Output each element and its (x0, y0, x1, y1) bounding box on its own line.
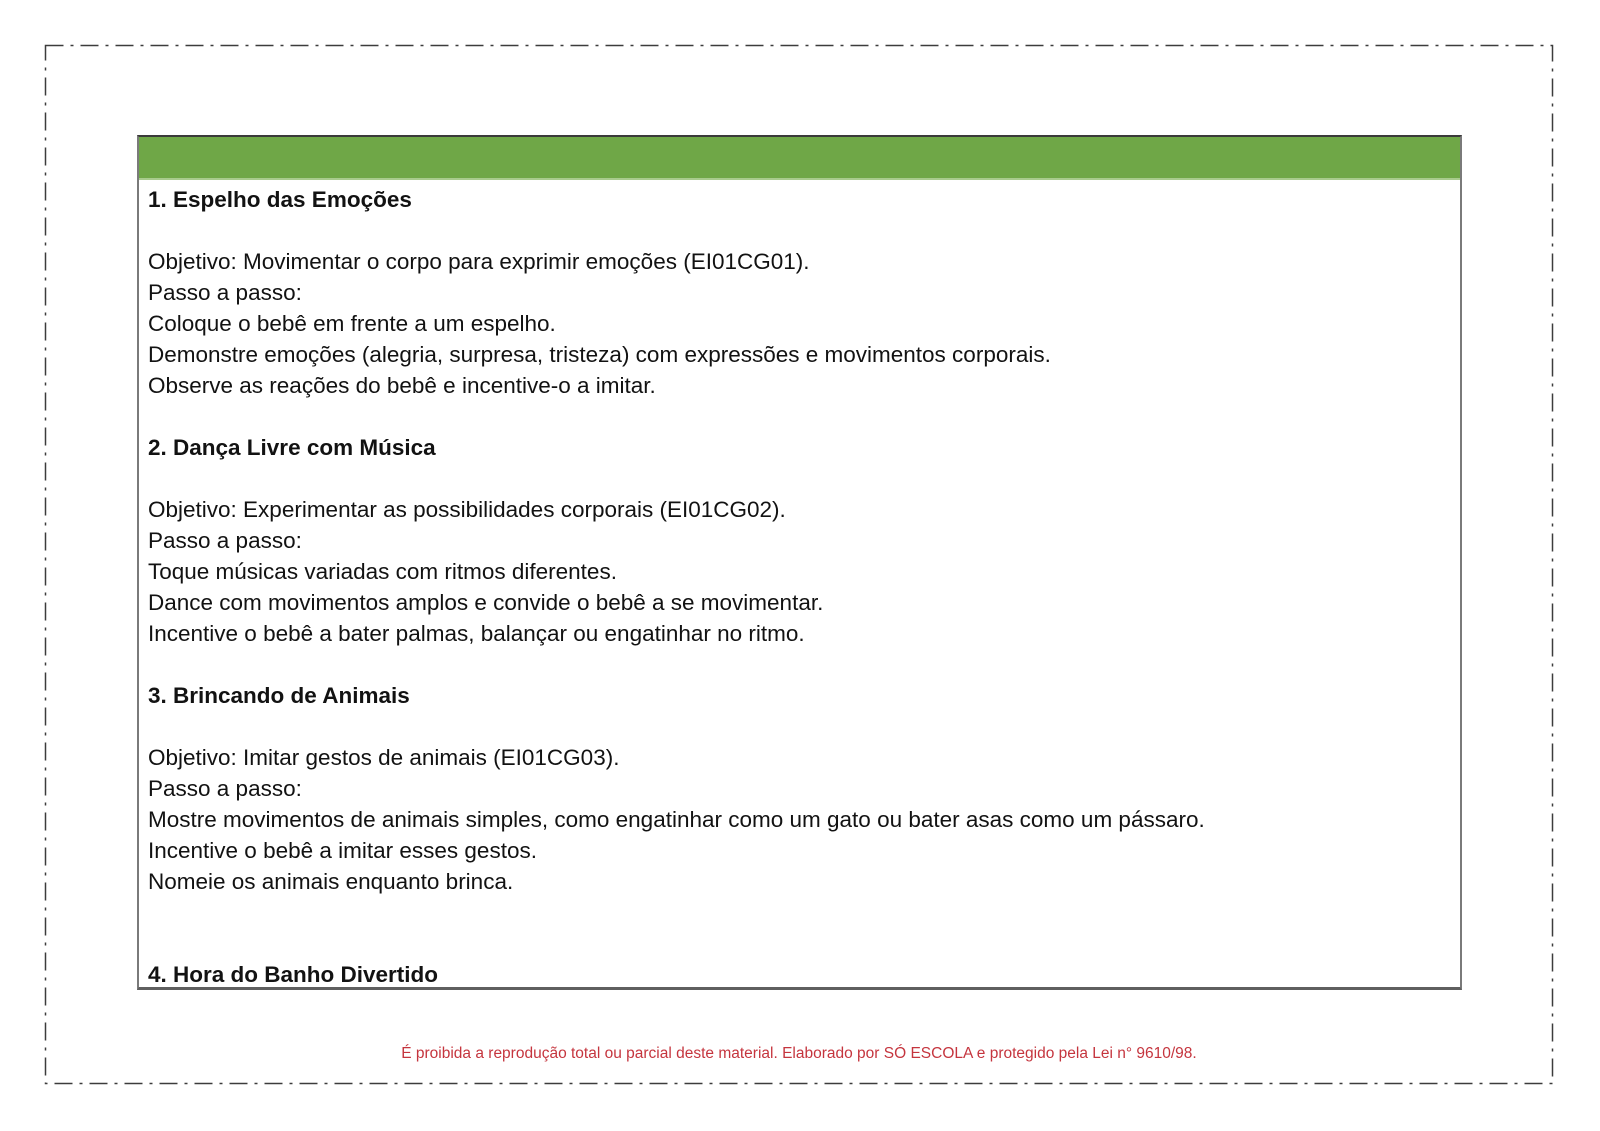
section-3-step-label: Passo a passo: (148, 776, 302, 801)
section-2-step-label: Passo a passo: (148, 528, 302, 553)
section-1-step: Demonstre emoções (alegria, surpresa, tristeza) com expressões e movimentos corporais. (148, 342, 1051, 367)
section-3-objective: Objetivo: Imitar gestos de animais (EI01CG03). (148, 745, 620, 770)
copyright-notice: É proibida a reprodução total ou parcial deste material. Elaborado por SÓ ESCOLA e protegido pela Lei n° 9610/98. (401, 1045, 1197, 1062)
spacer (148, 928, 1452, 959)
spacer (148, 897, 1452, 928)
section-2-step: Toque músicas variadas com ritmos diferentes. (148, 559, 617, 584)
section-3-step: Incentive o bebê a imitar esses gestos. (148, 838, 537, 863)
section-3-step: Mostre movimentos de animais simples, como engatinhar como um gato ou bater asas como um pássaro. (148, 807, 1205, 832)
section-3-step: Nomeie os animais enquanto brinca. (148, 869, 514, 894)
spacer (148, 463, 1452, 494)
section-1-step: Observe as reações do bebê e incentive-o a imitar. (148, 373, 656, 398)
table-body (139, 180, 1460, 990)
section-1-objective: Objetivo: Movimentar o corpo para exprimir emoções (EI01CG01). (148, 249, 810, 274)
section-2-objective: Objetivo: Experimentar as possibilidades corporais (EI01CG02). (148, 497, 786, 522)
section-2-step: Incentive o bebê a bater palmas, balançar ou engatinhar no ritmo. (148, 621, 805, 646)
section-2-heading: 2. Dança Livre com Música (148, 435, 436, 460)
table-header-title: DESENVOLVIMENTO / AÇÕES DO PROFESSOR (474, 184, 1159, 216)
section-1-step: Coloque o bebê em frente a um espelho. (148, 311, 556, 336)
spacer (148, 711, 1452, 742)
spacer (148, 649, 1452, 680)
section-2-step: Dance com movimentos amplos e convide o bebê a se movimentar. (148, 590, 824, 615)
section-4-heading: 4. Hora do Banho Divertido (148, 962, 439, 987)
section-1-heading: 1. Espelho das Emoções (148, 187, 412, 212)
section-1-step-label: Passo a passo: (148, 280, 302, 305)
section-3-heading: 3. Brincando de Animais (148, 683, 410, 708)
spacer (148, 401, 1452, 432)
worksheet-table (137, 135, 1462, 990)
